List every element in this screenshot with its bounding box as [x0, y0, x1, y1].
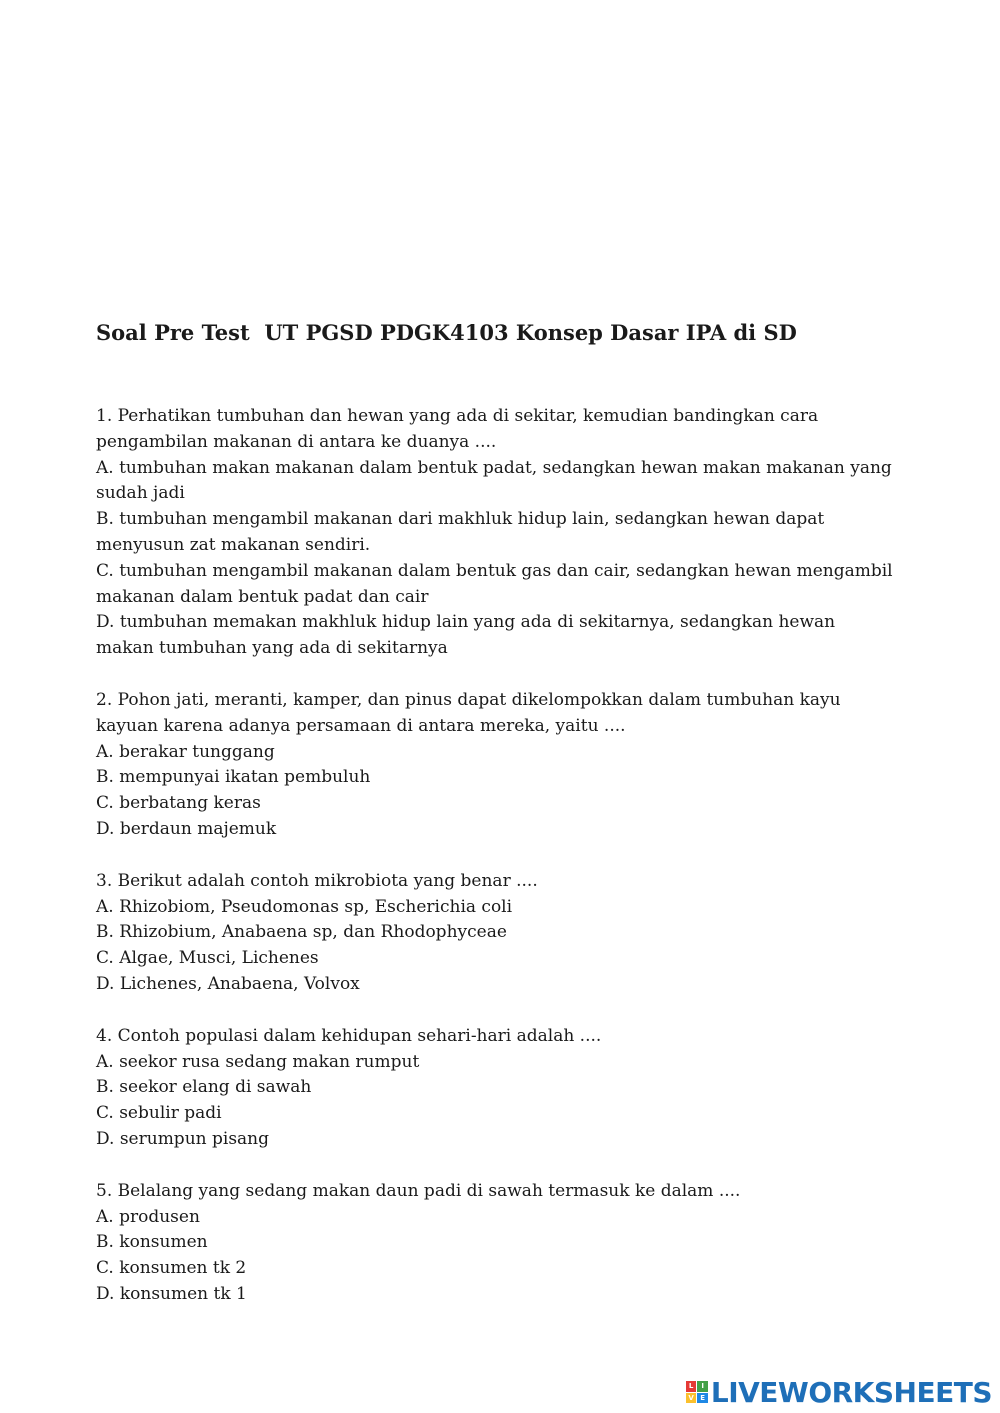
- option-a[interactable]: A. produsen: [96, 1206, 200, 1227]
- option-d[interactable]: D. konsumen tk 1: [96, 1283, 247, 1304]
- question-text: 3. Berikut adalah contoh mikrobiota yang benar ....: [96, 870, 538, 891]
- option-b[interactable]: B. tumbuhan mengambil makanan dari makhluk hidup lain, sedangkan hewan dapat menyusun zat makanan sendiri.: [96, 509, 825, 555]
- question-5: [96, 1179, 896, 1308]
- option-a[interactable]: A. berakar tunggang: [96, 741, 275, 762]
- option-b[interactable]: B. konsumen: [96, 1232, 208, 1253]
- logo-letter-v: V: [686, 1393, 697, 1404]
- liveworksheets-watermark: [686, 1375, 992, 1409]
- option-a[interactable]: A. seekor rusa sedang makan rumput: [96, 1051, 420, 1072]
- option-a[interactable]: A. Rhizobiom, Pseudomonas sp, Escherichia coli: [96, 896, 513, 917]
- option-d[interactable]: D. Lichenes, Anabaena, Volvox: [96, 973, 360, 994]
- option-c[interactable]: C. tumbuhan mengambil makanan dalam bentuk gas dan cair, sedangkan hewan mengambil makanan dalam bentuk padat dan cair: [96, 560, 893, 607]
- option-d[interactable]: D. berdaun majemuk: [96, 818, 277, 839]
- option-a[interactable]: A. tumbuhan makan makanan dalam bentuk padat, sedangkan hewan makan makanan yang sudah jadi: [96, 457, 892, 504]
- question-text: 2. Pohon jati, meranti, kamper, dan pinus dapat dikelompokkan dalam tumbuhan kayu kayuan karena adanya persamaan di antara mereka, yaitu ....: [96, 689, 841, 736]
- question-2: [96, 688, 896, 843]
- question-text: 4. Contoh populasi dalam kehidupan sehari-hari adalah ....: [96, 1025, 602, 1046]
- logo-letter-i: I: [697, 1381, 708, 1392]
- question-1: [96, 404, 896, 662]
- question-list: [96, 404, 896, 1334]
- option-b[interactable]: B. mempunyai ikatan pembuluh: [96, 767, 371, 788]
- option-d[interactable]: D. tumbuhan memakan makhluk hidup lain yang ada di sekitarnya, sedangkan hewan makan tumbuhan yang ada di sekitarnya: [96, 612, 836, 659]
- option-b[interactable]: B. seekor elang di sawah: [96, 1077, 312, 1098]
- question-text: 5. Belalang yang sedang makan daun padi di sawah termasuk ke dalam ....: [96, 1180, 741, 1201]
- option-c[interactable]: C. konsumen tk 2: [96, 1258, 247, 1279]
- logo-letter-e: E: [697, 1393, 708, 1404]
- option-c[interactable]: C. berbatang keras: [96, 793, 261, 814]
- question-text: 1. Perhatikan tumbuhan dan hewan yang ada di sekitar, kemudian bandingkan cara pengambilan makanan di antara ke duanya ....: [96, 406, 819, 452]
- option-d[interactable]: D. serumpun pisang: [96, 1128, 270, 1149]
- option-b[interactable]: B. Rhizobium, Anabaena sp, dan Rhodophyceae: [96, 922, 507, 943]
- liveworksheets-logo-icon: [686, 1381, 708, 1403]
- watermark-text: LIVEWORKSHEETS: [710, 1375, 992, 1409]
- page-title: Soal Pre Test UT PGSD PDGK4103 Konsep Dasar IPA di SD: [96, 320, 797, 345]
- question-3: [96, 869, 896, 998]
- question-4: [96, 1024, 896, 1153]
- option-c[interactable]: C. sebulir padi: [96, 1103, 222, 1124]
- option-c[interactable]: C. Algae, Musci, Lichenes: [96, 948, 319, 969]
- logo-letter-l: L: [686, 1381, 697, 1392]
